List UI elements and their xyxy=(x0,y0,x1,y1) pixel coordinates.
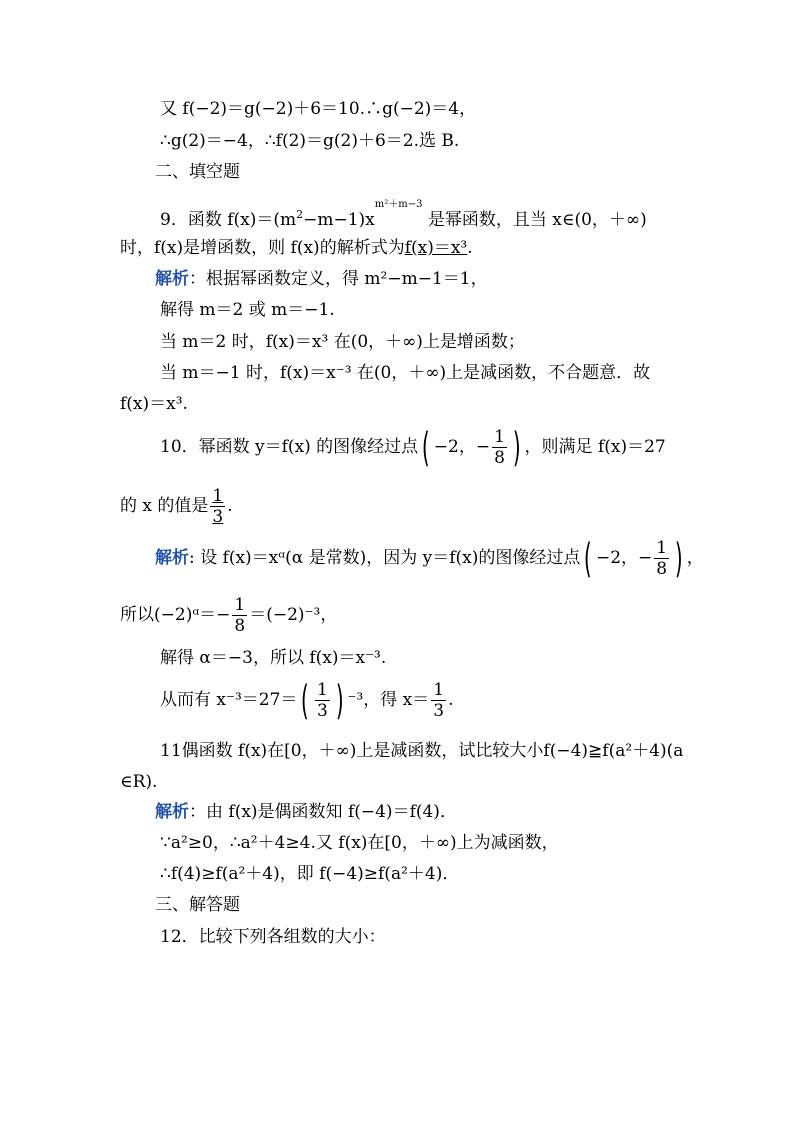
solution-11-line: ∴f(4)≥f(a²＋4)，即 f(−4)≥f(a²＋4)． xyxy=(160,864,460,884)
solution-text: 所以(−2)ᵅ＝− xyxy=(120,605,231,625)
q10-part: 10．幂函数 y＝f(x) 的图像经过点 xyxy=(160,437,419,457)
fraction-1-8: $\frac{1}{8}$ xyxy=(494,427,505,468)
solution-9-line: 当 m＝−1 时，f(x)＝x⁻³ 在(0，＋∞)上是减函数，不合题意．故 xyxy=(160,363,651,383)
fraction-1-3: $\frac{1}{3}$ xyxy=(212,486,224,527)
fraction-1-3: $\frac{1}{3}$ xyxy=(433,680,445,721)
fraction-1-8: $\frac{1}{8}$ xyxy=(234,595,246,636)
solution-text: ， xyxy=(686,548,704,568)
question-9: 9．函数 $f(x)=(m^2-m-1)x^{m^2+m-3}$ 是幂函数，且当 x∈(0，＋∞) xyxy=(160,199,647,230)
q9-part: −m−1)x xyxy=(303,210,375,230)
solution-10-line: 从而有 x⁻³＝27＝( $\frac{1}{3}$ ) ⁻³，得 x＝ $\frac{1}{3}$ . xyxy=(160,677,454,724)
solution-text: . xyxy=(448,690,454,710)
solution-10-line xyxy=(120,593,337,637)
solution-text: 从而有 x⁻³＝27＝ xyxy=(160,690,298,710)
solution-text: ＝(−2)⁻³， xyxy=(249,605,338,625)
question-10-line2 xyxy=(120,484,233,528)
solution-11-line xyxy=(155,800,457,824)
q10-part: 的 x 的值是 xyxy=(120,496,209,516)
q9-part: 9．函数 f(x)＝(m xyxy=(160,210,297,230)
s10-point: −2，− xyxy=(595,548,653,568)
solution-label: 解析 xyxy=(155,548,189,568)
text-line: 又 f(−2)＝g(−2)＋6＝10.∴g(−2)＝4， xyxy=(160,99,477,119)
solution-text: ：根据幂函数定义，得 m²−m−1＝1， xyxy=(189,269,488,289)
fraction-1-8: $\frac{1}{8}$ xyxy=(656,538,668,579)
q9-part: . xyxy=(467,238,473,258)
q10-part: . xyxy=(227,496,233,516)
q9-part: 时，f(x)是增函数，则 f(x)的解析式为 xyxy=(120,238,405,258)
question-9-line2 xyxy=(120,236,473,260)
q10-part: ，则满足 f(x)＝27 xyxy=(524,437,666,457)
q9-answer: f(x)＝x³ xyxy=(404,238,468,258)
solution-text: ⁻³，得 x＝ xyxy=(347,690,430,710)
solution-label: 解析 xyxy=(155,269,189,289)
solution-9-line: f(x)＝x³. xyxy=(120,394,188,414)
question-10: 10．幂函数 y＝f(x) 的图像经过点( −2，− $\frac{1}{8}$ ) ，则满足 f(x)＝27 xyxy=(160,424,666,471)
question-12: 12．比较下列各组数的大小： xyxy=(160,927,386,947)
fraction-1-3: $\frac{1}{3}$ xyxy=(317,680,328,721)
solution-11-line: ∵a²≥0，∴a²＋4≥4.又 f(x)在[0，＋∞)上为减函数， xyxy=(160,833,559,853)
q10-point: −2，− xyxy=(433,437,491,457)
section-heading: 三、解答题 xyxy=(155,895,240,915)
solution-9-line: 当 m＝2 时，f(x)＝x³ 在(0，＋∞)上是增函数； xyxy=(160,332,525,352)
solution-text: ：由 f(x)是偶函数知 f(−4)＝f(4)． xyxy=(189,802,457,822)
text-line: ∴g(2)＝−4，∴f(2)＝g(2)＋6＝2.选 B. xyxy=(160,131,460,151)
solution-10-line: 解析: 设 f(x)＝xᵅ(α 是常数)，因为 y＝f(x)的图像经过点( −2，− $\frac{1}{8}$ ) ， xyxy=(155,535,704,582)
question-11-line2: ∈R). xyxy=(120,772,158,792)
question-11: 11偶函数 f(x)在[0，＋∞)上是减函数，试比较大小f(−4)≧f(a²＋4)(a xyxy=(160,741,684,761)
solution-label: 解析 xyxy=(155,802,189,822)
q9-part: 是幂函数，且当 x∈(0，＋∞) xyxy=(422,210,647,230)
q9-exponent: m²＋m−3 xyxy=(374,199,423,210)
section-heading: 二、填空题 xyxy=(155,162,240,182)
solution-10-line: 解得 α＝−3，所以 f(x)＝x⁻³. xyxy=(160,648,387,668)
solution-9-line: 解得 m＝2 或 m＝−1. xyxy=(160,300,335,320)
solution-9-line xyxy=(155,267,488,291)
solution-text: : 设 f(x)＝xᵅ(α 是常数)，因为 y＝f(x)的图像经过点 xyxy=(189,548,581,568)
